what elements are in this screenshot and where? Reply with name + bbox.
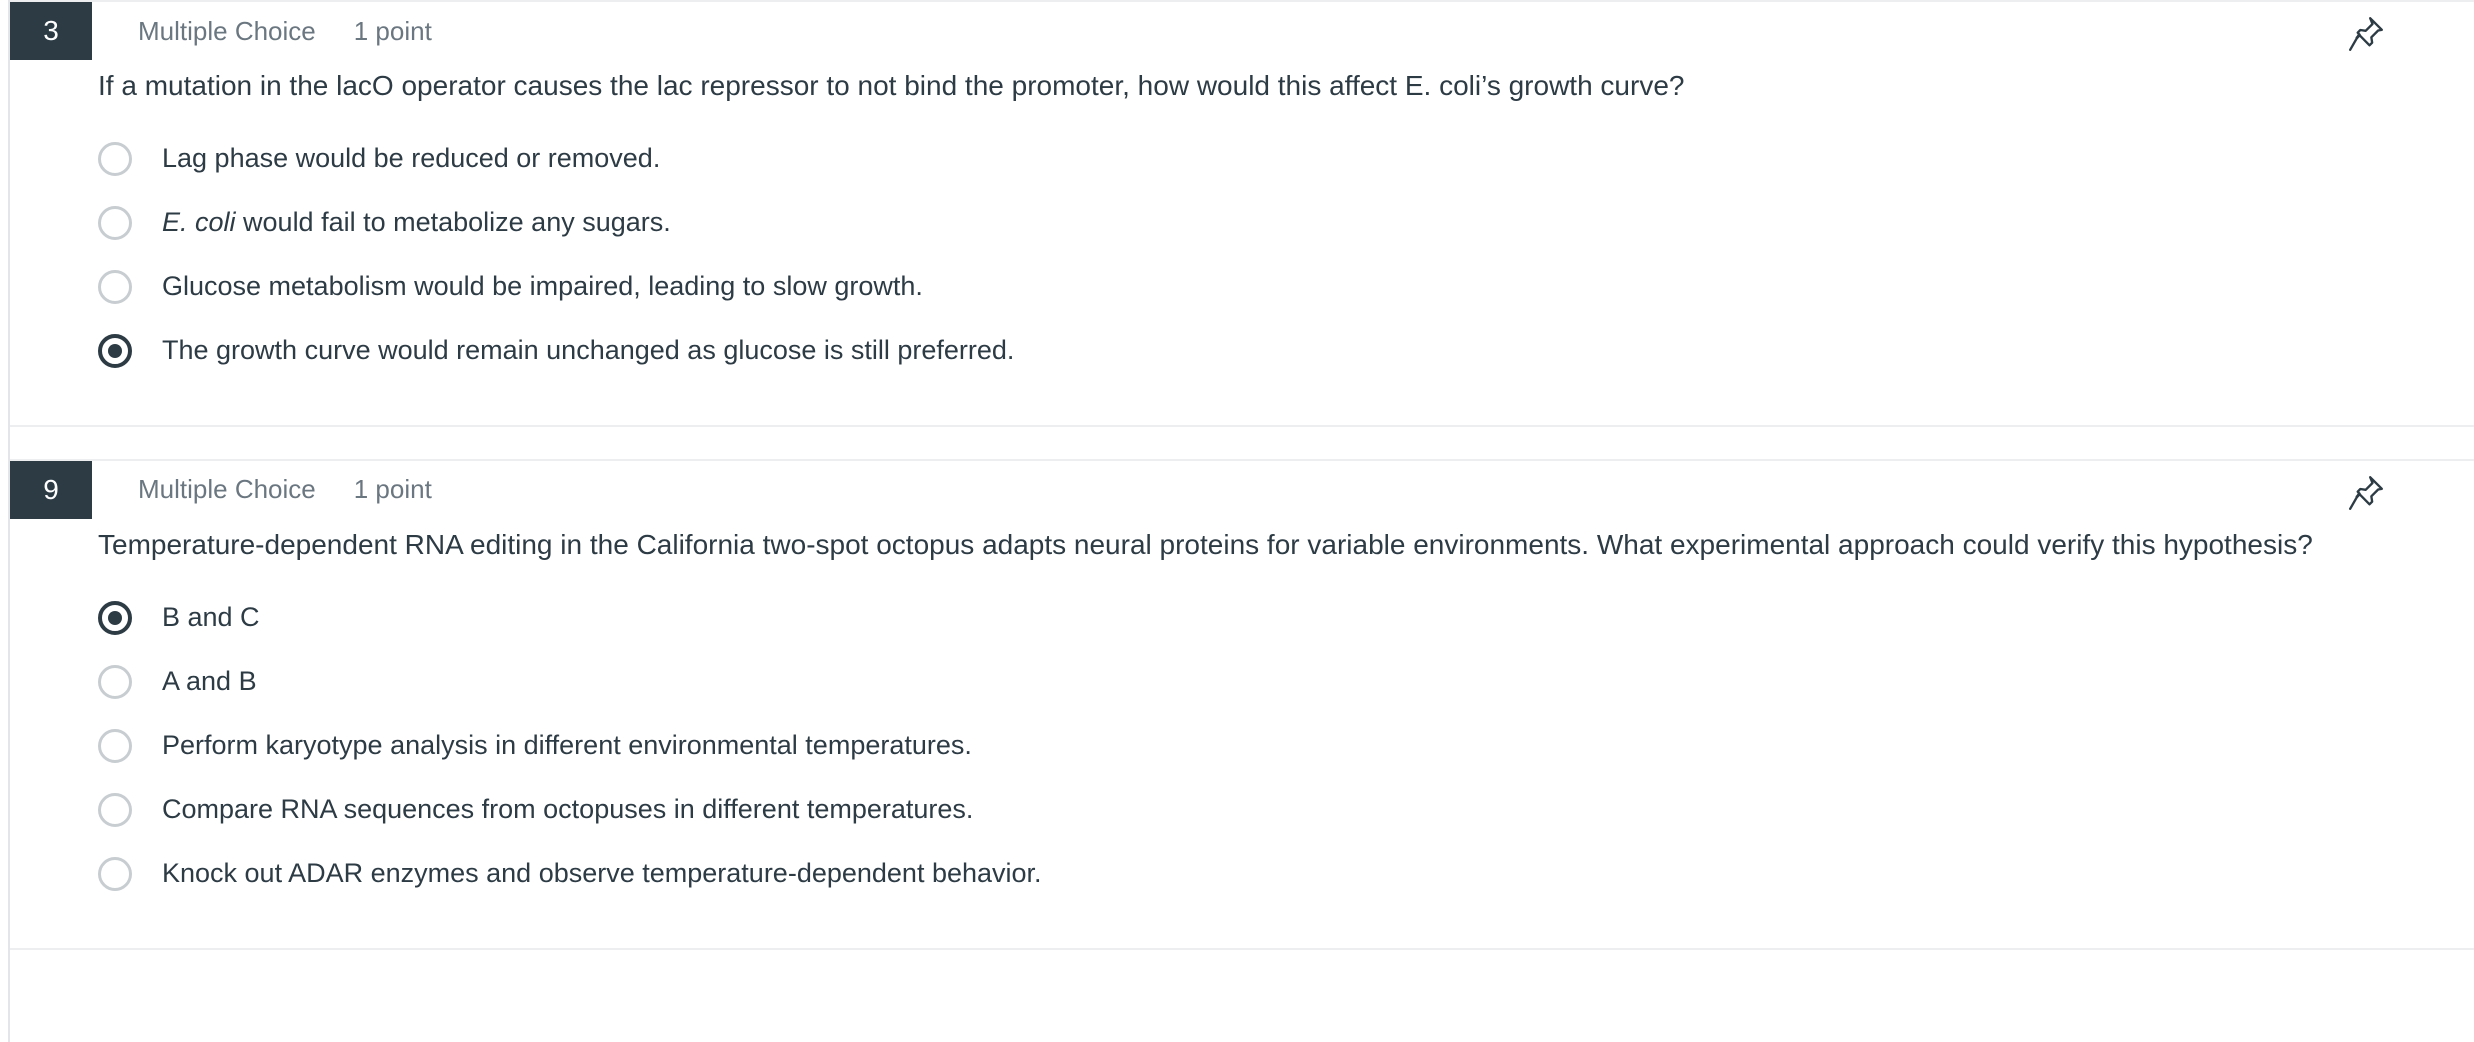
question-block [10, 0, 2474, 427]
question-type-label: Multiple Choice [138, 15, 316, 46]
question-number-badge: 3 [10, 2, 92, 60]
pin-icon[interactable] [2346, 14, 2386, 54]
question-meta [138, 2, 432, 60]
answer-label-rest: would fail to metabolize any sugars. [235, 207, 671, 238]
question-header [10, 461, 2474, 519]
answer-option[interactable] [98, 586, 2474, 650]
radio-button-selected[interactable] [98, 334, 132, 368]
question-points-label: 1 point [353, 474, 432, 505]
radio-button[interactable] [98, 270, 132, 304]
answer-label: Compare RNA sequences from octopuses in different temperatures. [162, 794, 974, 825]
answer-label [162, 205, 671, 240]
radio-button-selected[interactable] [98, 601, 132, 635]
answer-label: The growth curve would remain unchanged as glucose is still preferred. [162, 335, 1015, 366]
question-text: If a mutation in the lacO operator causes the lac repressor to not bind the promoter, how would this affect E. coli’s growth curve? [98, 70, 1685, 101]
answer-label: Perform karyotype analysis in different environmental temperatures. [162, 730, 972, 761]
radio-button[interactable] [98, 665, 132, 699]
answer-label: Knock out ADAR enzymes and observe temperature-dependent behavior. [162, 858, 1042, 889]
answer-label: B and C [162, 602, 260, 633]
answer-label: A and B [162, 666, 257, 697]
answer-options [98, 586, 2474, 906]
answer-option[interactable] [98, 714, 2474, 778]
question-header [10, 2, 2474, 60]
question-text: Temperature-dependent RNA editing in the California two-spot octopus adapts neural proteins for variable environments. What experimental approach could verify this hypothesis? [98, 528, 2313, 560]
answer-option[interactable] [98, 255, 2474, 319]
question-block [10, 459, 2474, 950]
answer-options [98, 127, 2474, 383]
pin-icon[interactable] [2346, 473, 2386, 513]
answer-option[interactable] [98, 127, 2474, 191]
question-type-label: Multiple Choice [138, 474, 316, 505]
radio-button[interactable] [98, 793, 132, 827]
section-spacer [10, 427, 2474, 459]
answer-option[interactable] [98, 319, 2474, 383]
answer-option[interactable] [98, 191, 2474, 255]
radio-button[interactable] [98, 729, 132, 763]
radio-button[interactable] [98, 857, 132, 891]
answer-label-italic: E. coli [162, 207, 236, 238]
answer-label: Glucose metabolism would be impaired, leading to slow growth. [162, 271, 923, 302]
radio-button[interactable] [98, 142, 132, 176]
question-number-badge: 9 [10, 461, 92, 519]
answer-label: Lag phase would be reduced or removed. [162, 143, 661, 174]
question-points-label: 1 point [353, 15, 432, 46]
radio-button[interactable] [98, 206, 132, 240]
question-meta [138, 461, 432, 519]
answer-option[interactable] [98, 842, 2474, 906]
answer-option[interactable] [98, 778, 2474, 842]
answer-option[interactable] [98, 650, 2474, 714]
